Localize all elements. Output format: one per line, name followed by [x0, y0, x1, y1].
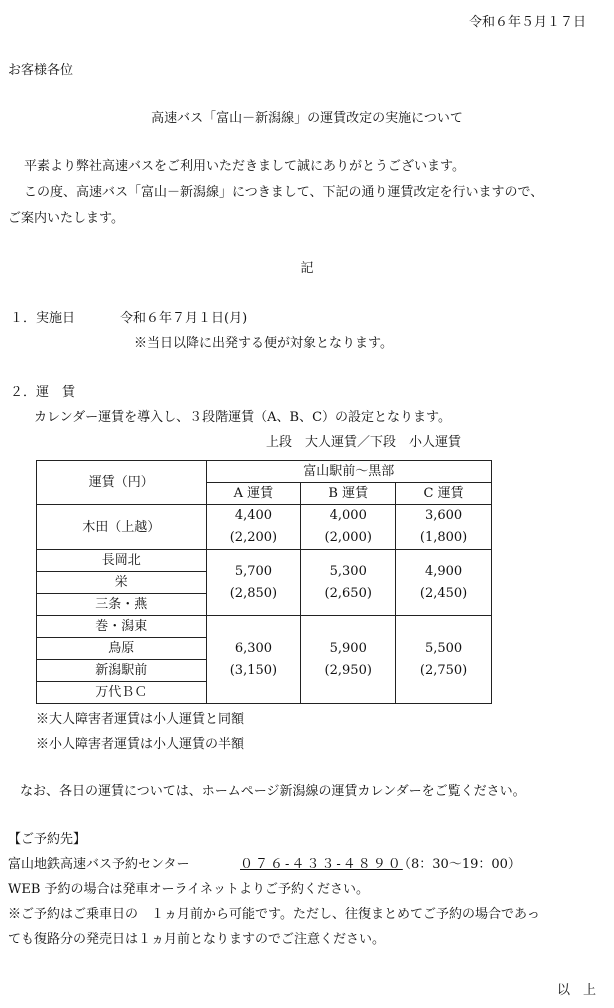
reservation-phone: ０７６-４３３-４８９０ — [240, 857, 403, 872]
stop-name: 木田（上越） — [37, 505, 207, 550]
adult-fare: 4,900 — [424, 563, 463, 579]
stop-name: 長岡北 — [37, 550, 206, 572]
adult-fare: 5,900 — [329, 640, 367, 656]
a-fare-cell — [206, 616, 301, 704]
b-fare-cell — [301, 616, 396, 704]
fare-legend: 上段 大人運賃／下段 小人運賃 — [266, 435, 462, 450]
child-fare: (2,450) — [419, 585, 468, 601]
stop-names — [37, 550, 207, 616]
reservation-hours: （8：30～19：00） — [398, 857, 521, 872]
header-route: 富山駅前～黒部 — [206, 461, 491, 483]
body-line-1: 平素より弊社高速バスをご利用いただきまして誠にありがとうございます。 — [24, 159, 465, 174]
c-fare-cell — [396, 550, 492, 616]
table-row — [37, 550, 492, 616]
stop-name: 巻・潟東 — [37, 616, 206, 638]
stop-name: 三条・燕 — [95, 597, 148, 612]
header-c-fare: C 運賃 — [396, 483, 492, 505]
child-fare: (2,200) — [229, 530, 278, 545]
reservation-note-line-1: ※ご予約はご乗車日の １ヵ月前から可能です。ただし、往復まとめてご予約の場合であっ — [8, 907, 540, 922]
a-fare-cell — [206, 505, 301, 550]
c-fare-cell — [396, 616, 492, 704]
ki-heading: 記 — [300, 261, 314, 276]
item2-label: ２．運 賃 — [10, 385, 76, 400]
closing-mark: 以 上 — [556, 983, 596, 998]
fare-table — [36, 460, 492, 704]
stop-name: 鳥原 — [37, 638, 206, 660]
item2-desc: カレンダー運賃を導入し、３段階運賃（A、B、C）の設定となります。 — [34, 410, 452, 425]
reservation-note-line-2: ても復路分の発売日は１ヵ月前となりますのでご注意ください。 — [8, 932, 386, 947]
adult-fare: 3,600 — [424, 508, 463, 523]
adult-fare: 4,000 — [329, 508, 367, 523]
reservation-heading: 【ご予約先】 — [8, 832, 87, 847]
child-fare: (2,750) — [419, 662, 468, 678]
stop-name: 栄 — [37, 572, 206, 594]
item1-label: １．実施日 — [10, 311, 76, 326]
note-disabled-adult: ※大人障害者運賃は小人運賃と同額 — [36, 712, 245, 727]
b-fare-cell — [301, 505, 396, 550]
stop-name: 新潟駅前 — [37, 660, 206, 682]
child-fare: (3,150) — [229, 662, 278, 678]
adult-fare: 5,500 — [424, 640, 463, 656]
adult-fare: 5,300 — [329, 563, 367, 579]
header-b-fare: B 運賃 — [301, 483, 396, 505]
adult-fare: 6,300 — [234, 640, 273, 656]
adult-fare: 5,700 — [234, 563, 273, 579]
table-row — [37, 616, 492, 704]
stop-names — [37, 616, 207, 704]
child-fare: (2,650) — [324, 585, 372, 601]
table-header-row — [37, 461, 492, 483]
item1-date: 令和６年７月１日(月) — [120, 311, 248, 326]
adult-fare: 4,400 — [234, 508, 273, 523]
child-fare: (2,950) — [324, 662, 372, 678]
header-a-fare: A 運賃 — [206, 483, 301, 505]
b-fare-cell — [301, 550, 396, 616]
reservation-center: 富山地鉄高速バス予約センター — [8, 857, 190, 872]
c-fare-cell — [396, 505, 492, 550]
stop-name: 万代ＢＣ — [95, 685, 148, 700]
child-fare: (1,800) — [419, 530, 468, 545]
body-line-2: この度、高速バス「富山－新潟線」につきまして、下記の通り運賃改定を行いますので、 — [24, 185, 544, 200]
header-fare-yen: 運賃（円） — [37, 461, 207, 505]
child-fare: (2,000) — [324, 530, 372, 545]
web-reservation-note: WEB 予約の場合は発車オーライネットよりご予約ください。 — [8, 882, 370, 897]
addressee: お客様各位 — [8, 63, 74, 78]
body-line-3: ご案内いたします。 — [8, 211, 124, 226]
a-fare-cell — [206, 550, 301, 616]
note-disabled-child: ※小人障害者運賃は小人運賃の半額 — [36, 737, 245, 752]
child-fare: (2,850) — [229, 585, 278, 601]
document-date: 令和６年５月１７日 — [468, 15, 586, 30]
calendar-note: なお、各日の運賃については、ホームページ新潟線の運賃カレンダーをご覧ください。 — [20, 784, 526, 799]
document-title: 高速バス「富山－新潟線」の運賃改定の実施について — [151, 111, 463, 126]
table-row — [37, 505, 492, 550]
item1-note: ※当日以降に出発する便が対象となります。 — [134, 336, 393, 351]
